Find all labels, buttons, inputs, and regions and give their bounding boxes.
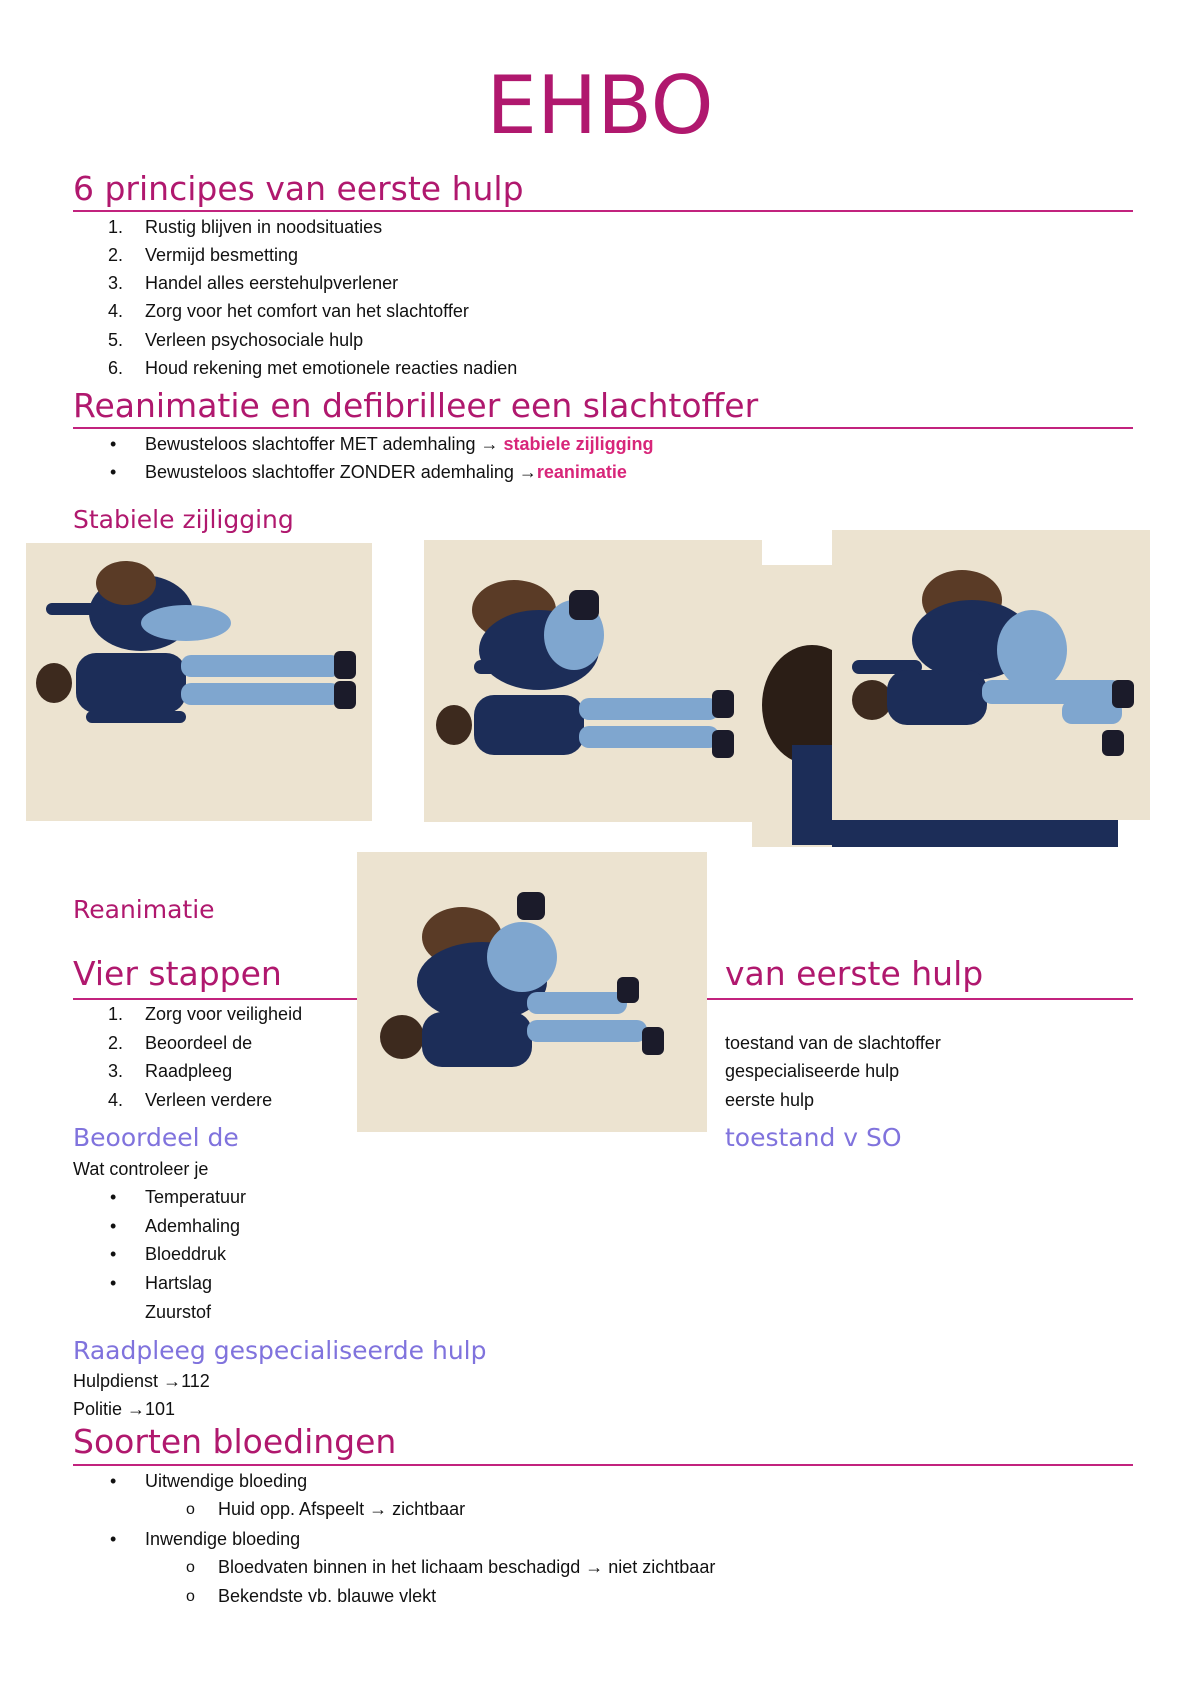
list-item: Uitwendige bloeding — [145, 1471, 308, 1491]
list-number: 4. — [108, 1090, 124, 1110]
bleeding-heading: Soorten bloedingen — [73, 1422, 397, 1461]
bullet-icon: • — [110, 1244, 117, 1264]
list-item: Handel alles eerstehulpverlener — [145, 273, 399, 293]
reanimation-heading: Reanimatie en defibrilleer een slachtoffer — [73, 386, 759, 425]
principles-rule — [73, 210, 1133, 212]
bullet-icon: • — [110, 1529, 117, 1549]
list-item: Houd rekening met emotionele reacties nadien — [145, 358, 518, 378]
list-item: Temperatuur — [145, 1187, 247, 1207]
list-item: Bewusteloos slachtoffer MET ademhaling → stabiele zijligging — [145, 434, 654, 454]
list-item: Ademhaling — [145, 1216, 241, 1236]
sub-bullet-icon: o — [186, 1588, 195, 1605]
list-item-continued: gespecialiseerde hulp — [725, 1061, 900, 1081]
list-number: 4. — [108, 301, 124, 321]
sub-list-item: Bloedvaten binnen in het lichaam beschadigd → niet zichtbaar — [218, 1557, 716, 1577]
bleeding-rule — [73, 1464, 1133, 1466]
stable-position-photo-1 — [26, 543, 372, 821]
stable-position-photo-2 — [424, 540, 762, 822]
list-item: Hartslag — [145, 1273, 213, 1293]
stable-position-photo-4 — [832, 530, 1150, 820]
list-item: Verleen psychosociale hulp — [145, 330, 364, 350]
list-item: Raadpleeg — [145, 1061, 233, 1081]
list-number: 1. — [108, 1004, 124, 1024]
bullet-icon: • — [110, 1273, 117, 1293]
list-item: Zuurstof — [145, 1302, 212, 1322]
reanimatie-heading: Reanimatie — [73, 895, 215, 924]
highlight-text: reanimatie — [536, 462, 627, 482]
assess-heading-right: toestand v SO — [725, 1123, 902, 1152]
list-item-continued: toestand van de slachtoffer — [725, 1033, 941, 1053]
list-number: 1. — [108, 217, 124, 237]
list-item: Beoordeel de — [145, 1033, 253, 1053]
list-number: 6. — [108, 358, 124, 378]
list-item: Zorg voor het comfort van het slachtoffer — [145, 301, 469, 321]
bullet-icon: • — [110, 1216, 117, 1236]
list-item: Inwendige bloeding — [145, 1529, 301, 1549]
consult-heading: Raadpleeg gespecialiseerde hulp — [73, 1336, 487, 1365]
list-number: 3. — [108, 1061, 124, 1081]
arrow-right-icon: → — [127, 1399, 146, 1419]
reanimation-rule — [73, 427, 1133, 429]
list-item-continued: eerste hulp — [725, 1090, 815, 1110]
list-number: 2. — [108, 1033, 124, 1053]
arrow-right-icon: → — [369, 1499, 388, 1519]
bullet-icon: • — [110, 462, 117, 482]
list-number: 5. — [108, 330, 124, 350]
list-item: Zorg voor veiligheid — [145, 1004, 303, 1024]
arrow-right-icon: → — [480, 434, 499, 454]
reanimation-photo — [357, 852, 707, 1132]
sub-list-item: Bekendste vb. blauwe vlekt — [218, 1586, 437, 1606]
consult-line-politie: Politie →101 — [73, 1399, 176, 1419]
highlight-text: stabiele zijligging — [503, 434, 654, 454]
arrow-right-icon: → — [163, 1371, 182, 1391]
list-item: Vermijd besmetting — [145, 245, 299, 265]
principles-heading: 6 principes van eerste hulp — [73, 169, 524, 208]
arrow-right-icon: → — [518, 462, 537, 482]
list-number: 2. — [108, 245, 124, 265]
stable-position-heading: Stabiele zijligging — [73, 505, 294, 534]
sub-bullet-icon: o — [186, 1559, 195, 1576]
bullet-icon: • — [110, 1187, 117, 1207]
arrow-right-icon: → — [585, 1557, 604, 1577]
assess-intro: Wat controleer je — [73, 1159, 209, 1179]
list-item: Rustig blijven in noodsituaties — [145, 217, 383, 237]
assess-heading-left: Beoordeel de — [73, 1123, 239, 1152]
list-item: Bloeddruk — [145, 1244, 227, 1264]
list-item: Verleen verdere — [145, 1090, 273, 1110]
bullet-icon: • — [110, 434, 117, 454]
four-steps-heading-left: Vier stappen — [73, 954, 282, 993]
list-number: 3. — [108, 273, 124, 293]
sub-bullet-icon: o — [186, 1501, 195, 1518]
sub-list-item: Huid opp. Afspeelt → zichtbaar — [218, 1499, 466, 1519]
bullet-icon: • — [110, 1471, 117, 1491]
page-title: EHBO — [486, 59, 714, 152]
four-steps-heading-right: van eerste hulp — [725, 954, 984, 993]
consult-line-hulpdienst: Hulpdienst →112 — [73, 1371, 210, 1391]
list-item: Bewusteloos slachtoffer ZONDER ademhaling →reanimatie — [145, 462, 627, 482]
